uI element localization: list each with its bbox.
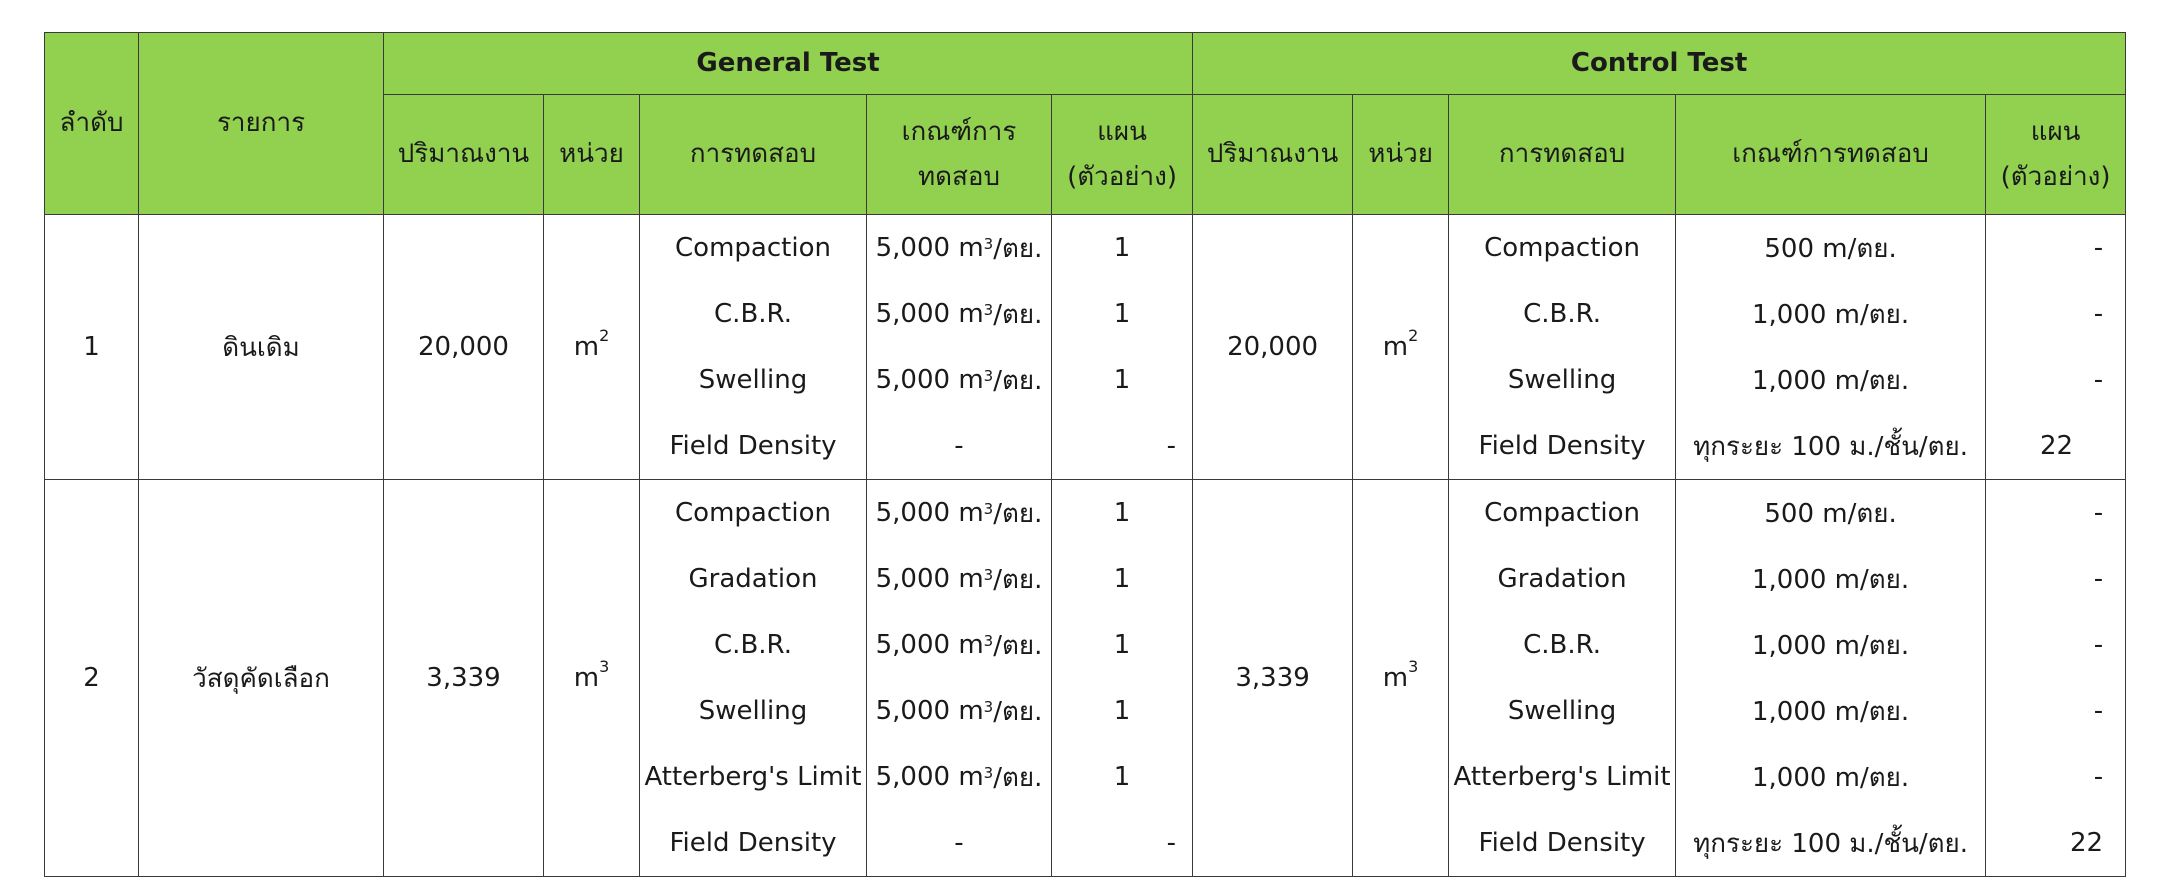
unit-cell [1353,480,1449,877]
criteria-pre: 5,000 m [875,299,984,329]
plan-value: 22 [2069,828,2104,858]
plan-value: 22 [2039,431,2074,461]
header-item: รายการ [139,33,384,215]
criteria-value: ทุกระยะ 100 ม./ชั้น/ตย. [1693,431,1969,462]
test-name: Swelling [698,696,808,726]
test-name: Compaction [675,498,831,528]
criteria-post: /ตย. [993,696,1043,727]
header-general-quantity: ปริมาณงาน [384,95,544,215]
unit-cell [1353,215,1449,480]
criteria-post: /ตย. [993,233,1043,264]
plan-value: - [2093,696,2104,726]
plan-value: - [2093,762,2104,792]
plan-value: - [2093,630,2104,660]
row-item: วัสดุคัดเลือก [139,480,384,877]
table-body [45,215,2126,877]
general-plan [1052,480,1193,877]
table-row [45,480,2126,877]
general-test-names [640,215,867,480]
header-control-plan-line2: (ตัวอย่าง) [2000,161,2111,192]
header-general-unit: หน่วย [544,95,640,215]
row-item: ดินเดิม [139,215,384,480]
plan-value: - [2093,299,2104,329]
plan-value: - [2093,233,2104,263]
header-control-plan-line1: แผน [2030,116,2081,147]
criteria-pre: - [954,828,964,858]
unit-base: m [573,663,600,693]
criteria-pre: 5,000 m [875,233,984,263]
header-row-groups [45,33,2126,95]
control-criteria [1676,480,1986,877]
criteria-pre: 5,000 m [875,564,984,594]
unit-base: m [1382,332,1409,362]
test-name: Gradation [1497,564,1627,594]
header-control-test: Control Test [1193,33,2126,95]
test-name: C.B.R. [714,299,792,329]
criteria-pre: 5,000 m [875,498,984,528]
unit-exponent: 2 [599,326,610,346]
test-name: Gradation [688,564,818,594]
control-quantity: 20,000 [1193,215,1353,480]
unit-cell [544,215,640,480]
plan-value: 1 [1113,233,1131,263]
test-name: Atterberg's Limit [644,762,862,792]
criteria-value: 1,000 m/ตย. [1751,696,1910,727]
test-name: Field Density [669,828,837,858]
test-name: C.B.R. [1523,630,1602,660]
general-criteria: 5,000 m $^3$ /ตย. 5,000 m $^3$ /ตย. 5,000 m $^3$ /ตย. - [867,215,1052,480]
unit-exponent: 3 [1408,657,1419,677]
plan-value: 1 [1113,564,1131,594]
header-control-test-name: การทดสอบ [1449,95,1676,215]
criteria-value: 1,000 m/ตย. [1751,365,1910,396]
criteria-post: /ตย. [993,564,1043,595]
test-name: Compaction [1484,233,1641,263]
header-control-quantity: ปริมาณงาน [1193,95,1353,215]
unit-cell [544,480,640,877]
unit-exponent: 2 [1408,326,1419,346]
header-no: ลำดับ [45,33,139,215]
test-name: Compaction [1484,498,1641,528]
criteria-post: /ตย. [993,299,1043,330]
criteria-value: 1,000 m/ตย. [1751,762,1910,793]
criteria-post: /ตย. [993,365,1043,396]
plan-value: 1 [1113,696,1131,726]
criteria-value: 500 m/ตย. [1764,233,1897,264]
header-control-criteria: เกณฑ์การทดสอบ [1676,95,1986,215]
header-general-criteria [867,95,1052,215]
criteria-value: 1,000 m/ตย. [1751,299,1910,330]
test-name: Compaction [675,233,831,263]
test-plan-table-wrapper [44,32,2125,877]
criteria-pre: - [954,431,964,461]
plan-value: 1 [1113,498,1131,528]
test-name: Field Density [669,431,837,461]
table-row [45,215,2126,480]
header-general-criteria-line2: ทดสอบ [917,161,1000,192]
header-control-unit: หน่วย [1353,95,1449,215]
control-test-names [1449,480,1676,877]
plan-value: 1 [1113,365,1131,395]
general-plan [1052,215,1193,480]
control-test-names [1449,215,1676,480]
unit-exponent: 3 [599,657,610,677]
criteria-pre: 5,000 m [875,365,984,395]
header-general-test-name: การทดสอบ [640,95,867,215]
general-test-names [640,480,867,877]
plan-value: - [2093,564,2104,594]
header-general-criteria-line1: เกณฑ์การ [901,116,1017,147]
criteria-value: 1,000 m/ตย. [1751,564,1910,595]
plan-value: - [2093,498,2104,528]
plan-value: 1 [1113,299,1131,329]
test-plan-table [44,32,2126,877]
test-name: Field Density [1478,828,1646,858]
header-general-plan [1052,95,1193,215]
test-name: Swelling [1507,696,1617,726]
row-no: 1 [45,215,139,480]
criteria-post: /ตย. [993,498,1043,529]
criteria-pre: 5,000 m [875,762,984,792]
header-control-plan [1986,95,2126,215]
plan-value: - [1166,828,1177,858]
control-quantity: 3,339 [1193,480,1353,877]
control-plan [1986,215,2126,480]
general-criteria: 5,000 m $^3$ /ตย. 5,000 m $^3$ /ตย. 5,000 m $^3$ /ตย. 5,000 m $^3$ /ตย. 5,000 m $^3$ /ตย. - [867,480,1052,877]
header-general-plan-line1: แผน [1097,116,1147,147]
general-quantity: 3,339 [384,480,544,877]
row-no: 2 [45,480,139,877]
header-general-test: General Test [384,33,1193,95]
criteria-pre: 5,000 m [875,630,984,660]
general-quantity: 20,000 [384,215,544,480]
plan-value: 1 [1113,630,1131,660]
control-criteria [1676,215,1986,480]
unit-base: m [573,332,600,362]
test-name: Swelling [698,365,808,395]
criteria-value: 500 m/ตย. [1764,498,1897,529]
criteria-value: ทุกระยะ 100 ม./ชั้น/ตย. [1693,828,1969,859]
criteria-post: /ตย. [993,762,1043,793]
plan-value: - [2093,365,2104,395]
test-name: Swelling [1507,365,1617,395]
criteria-value: 1,000 m/ตย. [1751,630,1910,661]
control-plan [1986,480,2126,877]
test-name: C.B.R. [1523,299,1602,329]
plan-value: - [1166,431,1177,461]
unit-base: m [1382,663,1409,693]
header-general-plan-line2: (ตัวอย่าง) [1067,161,1177,192]
test-name: Atterberg's Limit [1453,762,1671,792]
criteria-post: /ตย. [993,630,1043,661]
test-name: Field Density [1478,431,1646,461]
test-name: C.B.R. [714,630,792,660]
criteria-pre: 5,000 m [875,696,984,726]
plan-value: 1 [1113,762,1131,792]
